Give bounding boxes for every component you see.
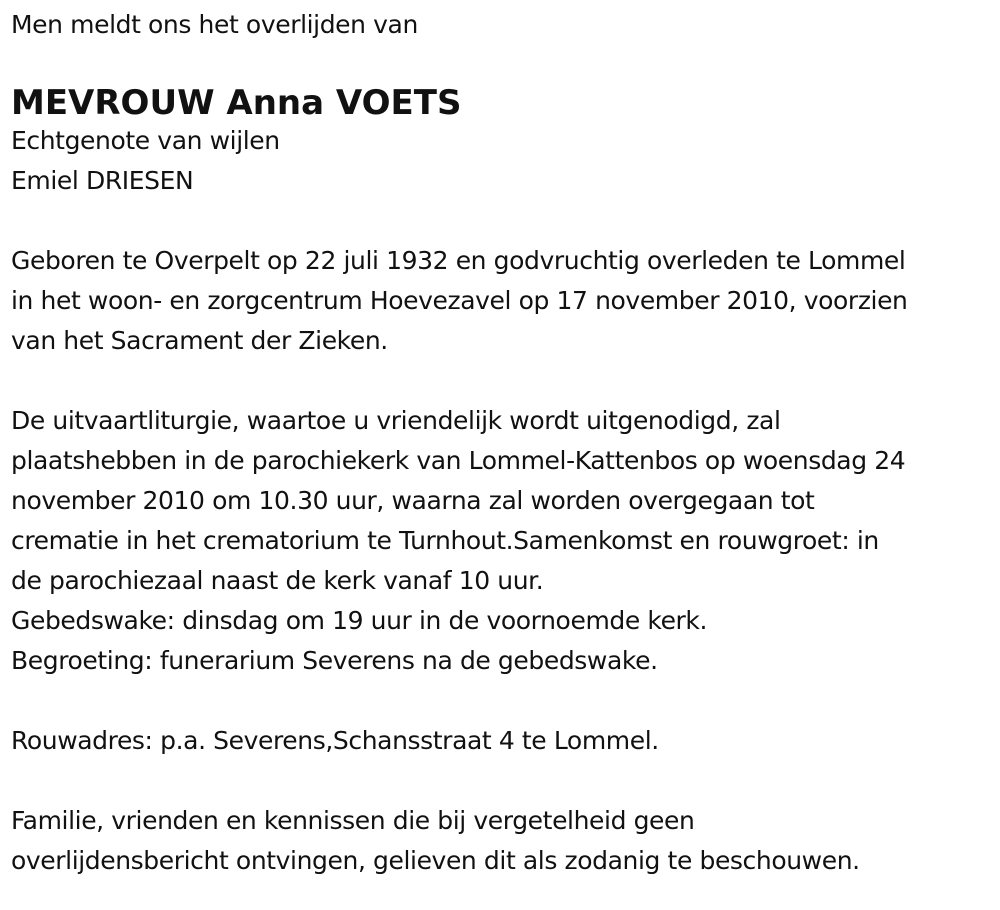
death-notice <box>11 5 996 881</box>
funeral-line: november 2010 om 10.30 uur, waarna zal worden overgegaan tot <box>11 486 815 515</box>
funeral-paragraph <box>11 401 996 681</box>
funeral-line: crematie in het crematorium te Turnhout.Samenkomst en rouwgroet: in <box>11 526 879 555</box>
paragraph-gap <box>11 761 996 801</box>
spouse-line: Echtgenote van wijlen <box>11 126 280 155</box>
greeting-line: Begroeting: funerarium Severens na de gebedswake. <box>11 646 658 675</box>
birth-death-line: van het Sacrament der Zieken. <box>11 326 388 355</box>
funeral-line: de parochiezaal naast de kerk vanaf 10 uur. <box>11 566 544 595</box>
spouse-info <box>11 121 996 201</box>
closing-line: Familie, vrienden en kennissen die bij vergetelheid geen <box>11 806 695 835</box>
paragraph-gap <box>11 361 996 401</box>
birth-death-line: Geboren te Overpelt op 22 juli 1932 en godvruchtig overleden te Lommel <box>11 246 906 275</box>
intro-text: Men meldt ons het overlijden van <box>11 10 418 39</box>
deceased-name: MEVROUW Anna VOETS <box>11 83 462 123</box>
vigil-line: Gebedswake: dinsdag om 19 uur in de voornoemde kerk. <box>11 606 708 635</box>
mourning-address: Rouwadres: p.a. Severens,Schansstraat 4 te Lommel. <box>11 726 659 755</box>
paragraph-gap <box>11 681 996 721</box>
birth-death-line: in het woon- en zorgcentrum Hoevezavel op 17 november 2010, voorzien <box>11 286 908 315</box>
funeral-line: De uitvaartliturgie, waartoe u vriendelijk wordt uitgenodigd, zal <box>11 406 781 435</box>
spouse-line: Emiel DRIESEN <box>11 166 194 195</box>
closing-line: overlijdensbericht ontvingen, gelieven dit als zodanig te beschouwen. <box>11 846 860 875</box>
funeral-line: plaatshebben in de parochiekerk van Lommel-Kattenbos op woensdag 24 <box>11 446 906 475</box>
paragraph-gap <box>11 201 996 241</box>
closing-paragraph <box>11 801 996 881</box>
birth-death-paragraph <box>11 241 996 361</box>
